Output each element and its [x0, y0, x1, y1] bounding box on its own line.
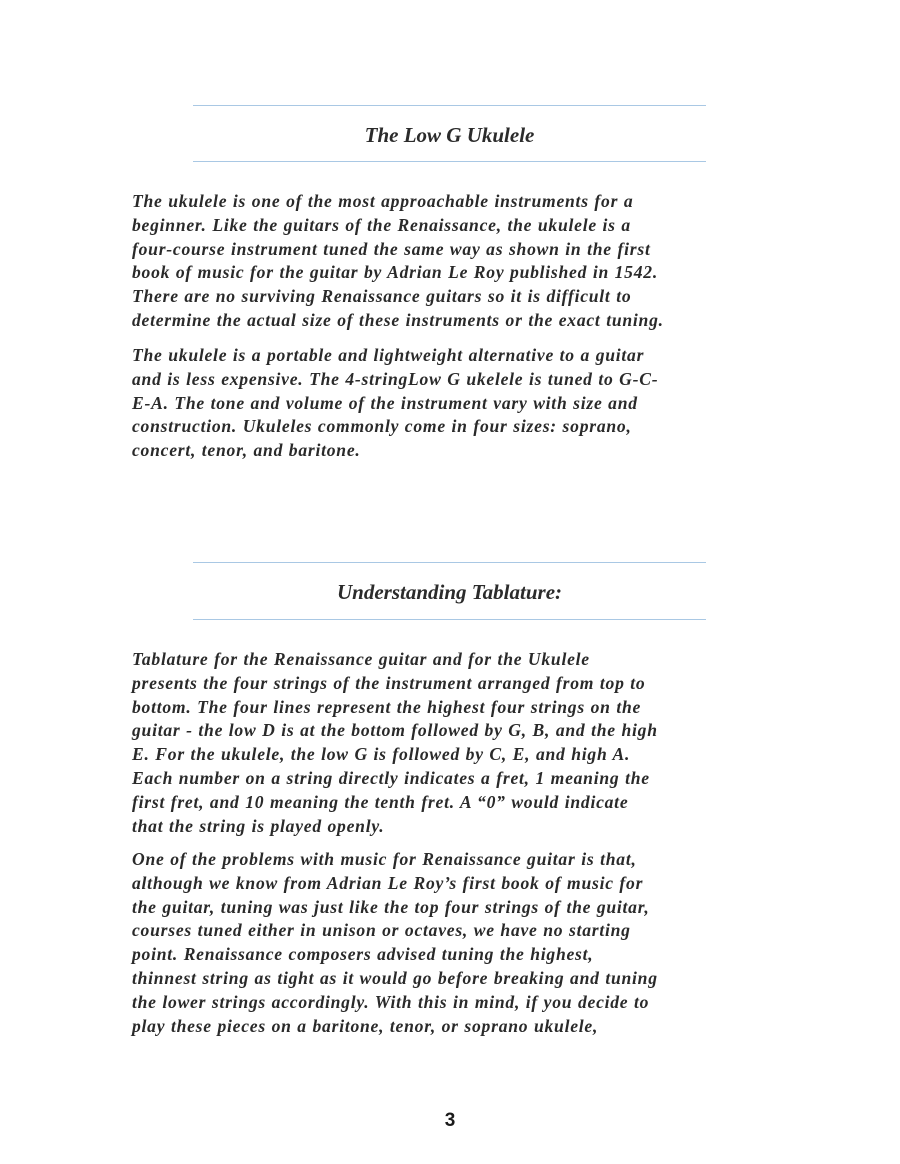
section-heading-understanding-tablature: Understanding Tablature:	[336, 580, 563, 604]
page-number: 3	[444, 1110, 456, 1131]
heading-rule-bottom	[193, 619, 706, 620]
heading-rule-top	[193, 562, 706, 563]
paragraph-ukulele-portable: The ukulele is a portable and lightweight alternative to a guitar and is less expensive. The 4-stringLow G ukelele is tuned to G-C- E-A. The tone and volume of the instrument vary with size and construction. Ukuleles commonly come in four sizes: soprano, concert, tenor, and baritone.	[132, 345, 659, 461]
paragraph-ukulele-intro: The ukulele is one of the most approachable instruments for a beginner. Like the guitars of the Renaissance, the ukulele is a four-course instrument tuned the same way as shown in the first book of music for the guitar by Adrian Le Roy published in 1542. There are no surviving Renaissance guitars so it is difficult to determine the actual size of these instruments or the exact tuning.	[132, 191, 664, 330]
heading-rule-bottom	[193, 161, 706, 162]
paragraph-renaissance-tuning: One of the problems with music for Renaissance guitar is that, although we know from Adrian Le Roy’s first book of music for the guitar, tuning was just like the top four strings of the guitar, courses tuned either in unison or octaves, we have no starting point. Renaissance composers advised tuning the highest, thinnest string as tight as it would go before breaking and tuning the lower strings accordingly. With this in mind, if you decide to play these pieces on a baritone, tenor, or soprano ukulele,	[132, 849, 658, 1036]
paragraph-tablature-explanation: Tablature for the Renaissance guitar and for the Ukulele presents the four strings of the instrument arranged from top to bottom. The four lines represent the highest four strings on the guitar - the low D is at the bottom followed by G, B, and the high E. For the ukulele, the low G is followed by C, E, and high A. Each number on a string directly indicates a fret, 1 meaning the first fret, and 10 meaning the tenth fret. A “0” would indicate that the string is played openly.	[132, 649, 658, 836]
heading-rule-top	[193, 105, 706, 106]
section-heading-low-g-ukulele: The Low G Ukulele	[364, 123, 535, 147]
